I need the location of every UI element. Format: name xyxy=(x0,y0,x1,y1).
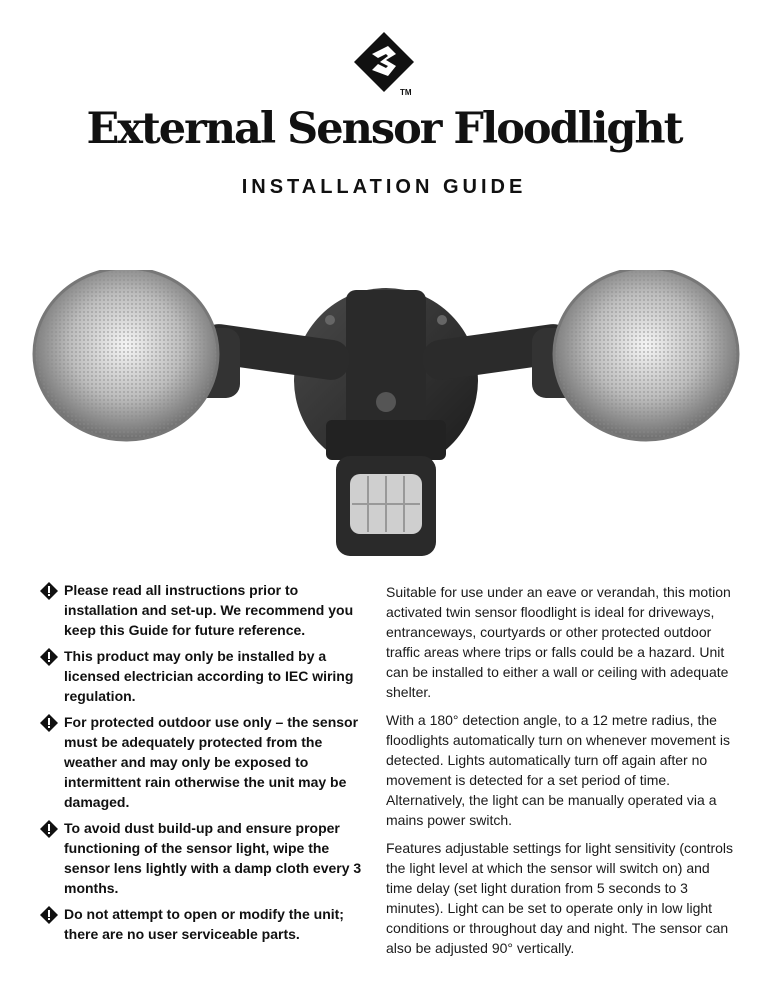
warning-item: Please read all instructions prior to installation and set-up. We recommend you keep this Guide for future reference. xyxy=(40,580,370,640)
warning-item: For protected outdoor use only – the sensor must be adequately protected from the weather and may only be exposed to intermittent rain otherwise the unit may be damaged. xyxy=(40,712,370,812)
page-subtitle: INSTALLATION GUIDE xyxy=(241,176,527,198)
description-paragraph: Suitable for use under an eave or verandah, this motion activated twin sensor floodlight is ideal for driveways, entranceways, courtyards or other protected outdoor traffic areas where trips or falls could be a hazard. Unit can be installed to either a wall or ceiling with adequate shelter. xyxy=(386,584,731,700)
brand-diamond-logo-icon xyxy=(352,30,416,94)
trademark-mark: TM xyxy=(400,88,412,97)
exclamation-diamond-icon xyxy=(40,714,58,732)
warning-item: This product may only be installed by a licensed electrician according to IEC wiring regulation. xyxy=(40,646,370,706)
exclamation-diamond-icon xyxy=(40,820,58,838)
exclamation-diamond-icon xyxy=(40,582,58,600)
product-description xyxy=(386,582,738,966)
page-title: External Sensor Floodlight xyxy=(86,104,682,154)
description-paragraph: Features adjustable settings for light sensitivity (controls the light level at which the sensor will switch on) and time delay (set light duration from 5 seconds to 3 minutes). Light can be set to operate only in low light conditions or throughout day and night. The sensor can also be adjusted 90° vertically. xyxy=(386,840,734,956)
twin-floodlight-with-sensor-icon xyxy=(30,270,742,570)
warning-item: To avoid dust build-up and ensure proper functioning of the sensor light, wipe the sensor lens lightly with a damp cloth every 3 months. xyxy=(40,818,370,898)
exclamation-diamond-icon xyxy=(40,648,58,666)
description-paragraph: With a 180° detection angle, to a 12 metre radius, the floodlights automatically turn on whenever movement is detected. Lights automatically turn off again after no movement is detected for a set period of time. Alternatively, the light can be manually operated via a mains power switch. xyxy=(386,712,730,828)
exclamation-diamond-icon xyxy=(40,906,58,924)
warning-item: Do not attempt to open or modify the unit; there are no user serviceable parts. xyxy=(40,904,370,944)
warnings-list xyxy=(40,580,370,950)
